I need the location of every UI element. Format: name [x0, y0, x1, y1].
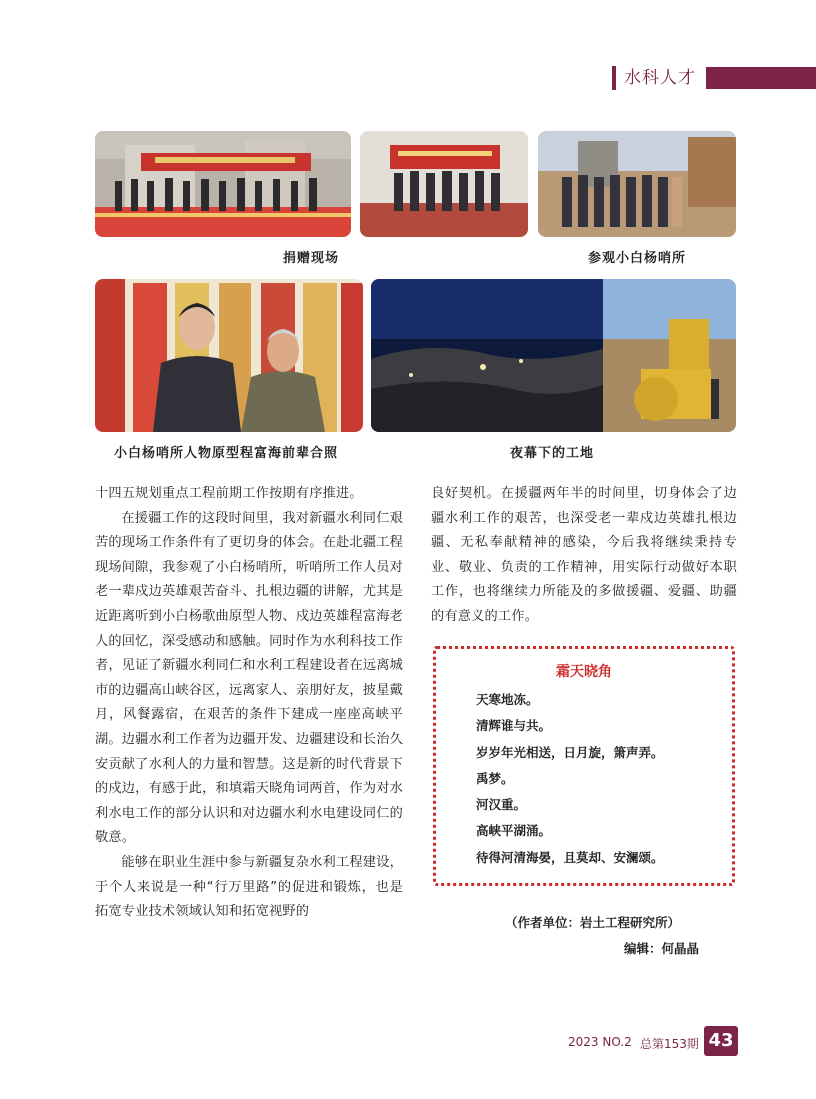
photo-night-site	[371, 279, 736, 432]
section-title: 水科人才	[624, 68, 696, 88]
page-number: 43	[704, 1026, 738, 1056]
caption-donation: 捐赠现场	[283, 251, 340, 266]
photo-donation-group	[360, 131, 528, 237]
photo-sentry-visit	[538, 131, 736, 237]
poem-line: 待得河清海晏，且莫却、安澜颂。	[476, 849, 664, 865]
caption-sentry-visit: 参观小白杨哨所	[588, 251, 687, 266]
paragraph: 能够在职业生涯中参与新疆复杂水利工程建设，于个人来说是一种“行万里路”的促进和锻炼，也是拓宽专业技术领域认知和拓宽视野的	[95, 854, 403, 920]
footer-total-issue: 总第153期	[640, 1037, 699, 1051]
photo-donation-wide	[95, 131, 351, 237]
photo-portrait-cheng	[95, 279, 363, 432]
paragraph: 良好契机。在援疆两年半的时间里，切身体会了边疆水利工作的艰苦，也深受老一辈戍边英雄扎根边疆、无私奉献精神的感染，今后我将继续秉持专业、敬业、负责的工作精神，用实际行动做好本职工作，也将继续力所能及的多做援疆、爱疆、助疆的有意义的工作。	[431, 486, 737, 624]
poem-line: 高峡平湖涌。	[476, 823, 552, 839]
poem-title: 霜天晓角	[556, 664, 612, 680]
caption-portrait: 小白杨哨所人物原型程富海前辈合照	[114, 446, 339, 461]
caption-night-site: 夜幕下的工地	[510, 446, 595, 461]
paragraph: 在援疆工作的这段时间里，我对新疆水利同仁艰苦的现场工作条件有了更切身的体会。在赴北疆工程现场间隙，我参观了小白杨哨所，听哨所工作人员对老一辈戍边英雄艰苦奋斗、扎根边疆的讲解，尤其是近距离听到小白杨歌曲原型人物、戍边英雄程富海老人的回忆，深受感动和感触。同时作为水利科技工作者，见证了新疆水利同仁和水利工程建设者在远离城市的边疆高山峡谷区，远离家人、亲朋好友，披星戴月，风餐露宿，在艰苦的条件下建成一座座高峡平湖。边疆水利工作者为边疆开发、边疆建设和长治久安贡献了水利人的力量和智慧。这是新的时代背景下的戍边，有感于此，和填霜天晓角词两首，作为对水利水电工作的部分认识和对边疆水利水电建设同仁的敬意。	[95, 510, 403, 846]
author-unit: （作者单位：岩土工程研究所）	[505, 915, 681, 930]
section-header	[612, 66, 816, 90]
paragraph: 十四五规划重点工程前期工作按期有序推进。	[95, 486, 363, 501]
editor-credit: 编辑：何晶晶	[624, 941, 700, 956]
right-column	[431, 482, 737, 630]
section-band	[706, 67, 816, 89]
poem-line: 河汉重。	[476, 797, 527, 813]
poem-lines	[436, 687, 732, 871]
poem-line: 清辉谁与共。	[476, 718, 552, 734]
footer-issue: 2023 NO.2	[568, 1035, 632, 1049]
left-column	[95, 482, 403, 925]
section-tick	[612, 66, 616, 90]
poem-line: 岁岁年光相送，日月旋，箫声弄。	[476, 744, 664, 760]
poem-line: 禹梦。	[476, 770, 514, 786]
poem-box	[433, 646, 735, 886]
poem-line: 天寒地冻。	[476, 692, 539, 707]
